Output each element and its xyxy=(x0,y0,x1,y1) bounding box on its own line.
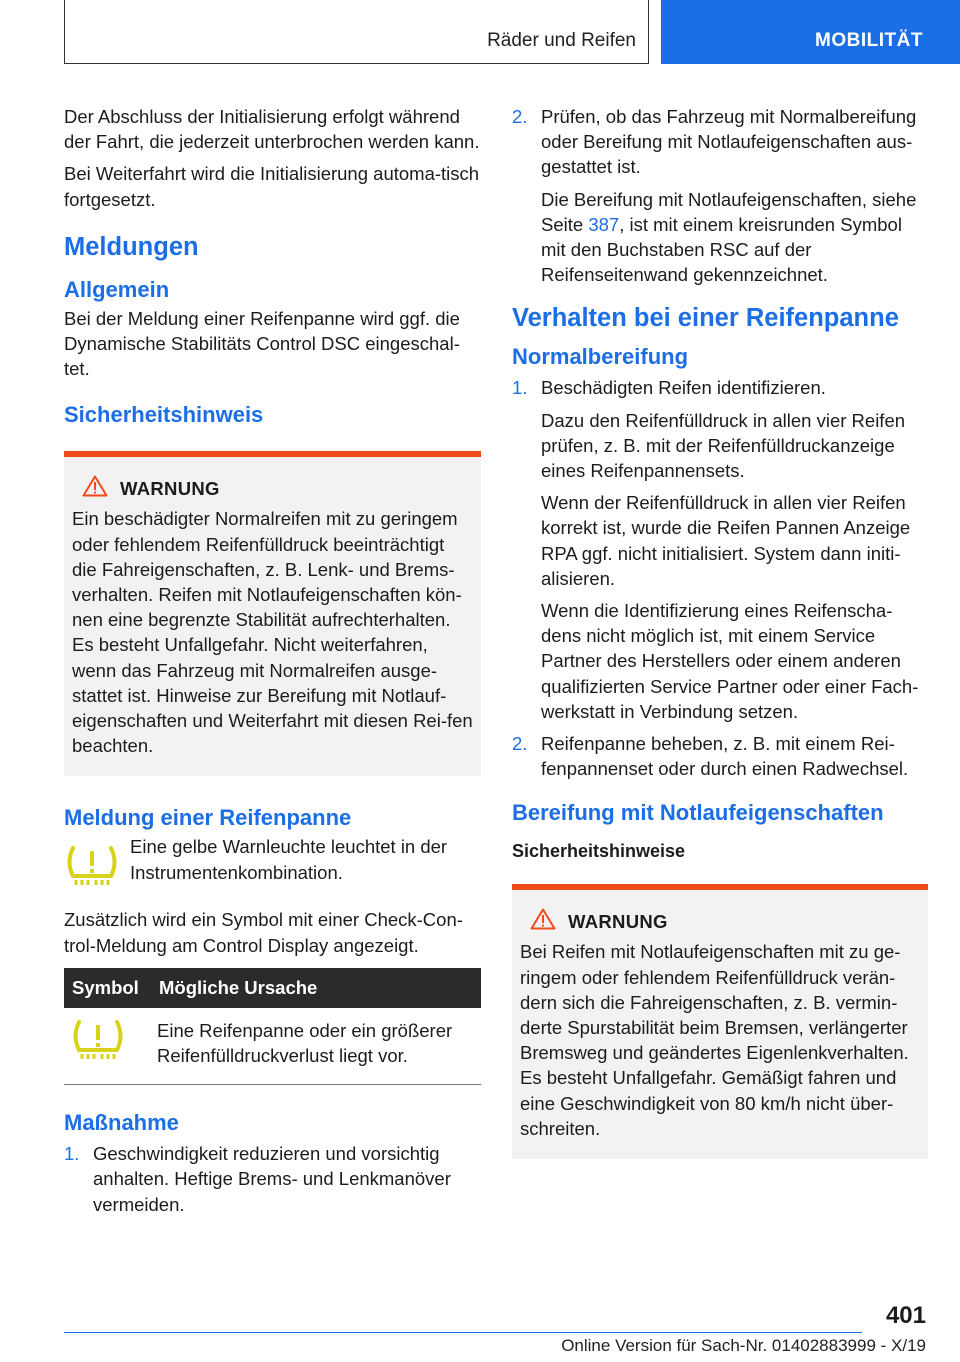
footer-divider xyxy=(64,1332,862,1333)
list-item xyxy=(64,1141,481,1217)
tire-pressure-warning-icon xyxy=(64,844,120,893)
warning-box xyxy=(512,884,928,1159)
warning-triangle-icon xyxy=(530,908,556,935)
table-cell-cause: Eine Reifenpanne oder ein größerer Reifenfülldruckverlust liegt vor. xyxy=(151,1008,481,1085)
warning-lamp-text: Eine gelbe Warnleuchte leuchtet in der Instrumentenkombination. xyxy=(130,836,448,883)
warning-title: WARNUNG xyxy=(568,910,668,932)
list-item-text: Geschwindigkeit reduzieren und vorsichtig anhalten. Heftige Brems- und Lenkmanöver vermeiden. xyxy=(93,1143,451,1215)
warning-header xyxy=(530,908,920,935)
heading-sicherheitshinweis: Sicherheitshinweis xyxy=(64,402,264,428)
left-column xyxy=(64,104,481,1224)
list-item-text: Reifenpanne beheben, z. B. mit einem Rei-fenpannenset oder durch einen Radwechsel. xyxy=(541,733,909,780)
check-list xyxy=(512,104,928,287)
page-reference-link[interactable]: 387 xyxy=(588,213,620,235)
massnahme-list xyxy=(64,1141,481,1217)
list-item-text: Beschädigten Reifen identifizieren. xyxy=(541,377,826,399)
check-control-text: Zusätzlich wird ein Symbol mit einer Check-Con-trol-Meldung am Control Display angezeigt. xyxy=(64,909,463,956)
list-item-number: 2. xyxy=(512,733,528,755)
list-item-number: 1. xyxy=(64,1143,80,1165)
heading-meldungen: Meldungen xyxy=(64,232,199,261)
list-item-number: 1. xyxy=(512,377,528,399)
allgemein-text: Bei der Meldung einer Reifenpanne wird ggf. die Dynamische Stabilitäts Control DSC eingeschal-tet. xyxy=(64,307,460,380)
warning-title: WARNUNG xyxy=(120,477,220,499)
section-title: MOBILITÄT xyxy=(815,30,923,51)
header-chapter-box xyxy=(64,0,649,64)
tire-pressure-warning-icon xyxy=(70,1045,126,1066)
list-item xyxy=(512,375,928,724)
list-item-subtext: Die Bereifung mit Notlaufeigenschaften, siehe Seite 387, ist mit einem kreisrunden Symbol mit den Buchstaben RSC auf der Reifenseitenwand gekennzeichnet. xyxy=(541,188,917,286)
list-item-text: Prüfen, ob das Fahrzeug mit Normalbereifung oder Bereifung mit Notlaufeigenschaften aus-gestattet ist. xyxy=(541,106,917,178)
right-column xyxy=(512,104,928,1159)
list-item-text: Wenn der Reifenfülldruck in allen vier Reifen korrekt ist, wurde die Reifen Pannen Anzeige RPA ggf. nicht initialisiert. System dann initi-alisieren. xyxy=(541,492,911,589)
heading-normalbereifung: Normalbereifung xyxy=(512,344,689,370)
page-number: 401 xyxy=(885,1302,926,1329)
warning-box xyxy=(64,451,481,776)
chapter-title: Räder und Reifen xyxy=(487,30,636,51)
table-header-cause: Mögliche Ursache xyxy=(151,968,481,1008)
heading-verhalten: Verhalten bei einer Reifenpanne xyxy=(512,304,899,333)
heading-massnahme: Maßnahme xyxy=(64,1110,179,1136)
intro-paragraph-2: Bei Weiterfahrt wird die Initialisierung automa-tisch fortgesetzt. xyxy=(64,163,480,210)
normal-steps-list xyxy=(512,375,928,781)
symbol-table xyxy=(64,968,481,1085)
warning-triangle-icon xyxy=(82,475,108,502)
list-item xyxy=(512,104,928,287)
header-section-box xyxy=(661,0,960,64)
heading-notlaufeigenschaften: Bereifung mit Notlaufeigenschaften xyxy=(512,800,884,826)
list-item xyxy=(512,731,928,781)
table-cell-symbol xyxy=(64,1008,151,1085)
list-item-number: 2. xyxy=(512,106,528,127)
footer-text: Online Version für Sach-Nr. 01402883999 - X/19 xyxy=(561,1336,926,1355)
intro-paragraph-1: Der Abschluss der Initialisierung erfolgt während der Fahrt, die jederzeit unterbrochen werden kann. xyxy=(64,106,480,153)
heading-allgemein: Allgemein xyxy=(64,276,170,302)
table-header-symbol: Symbol xyxy=(64,968,151,1008)
warning-text: Ein beschädigter Normalreifen mit zu geringem oder fehlendem Reifenfülldruck beeinträchtigt die Fahreigenschaften, z. B. Lenk- und Brems-verhalten. Reifen mit Notlaufeigenschaften kön-nen eine begrenzte Stabilität aufrechterhalten. Es besteht Unfallgefahr. Nicht weiterfahren, wenn das Fahrzeug mit Normalreifen ausge-stattet ist. Hinweise zur Bereifung mit Notlauf-eigenschaften und Weiterfahrt mit diesen Rei-fen beachten. xyxy=(72,508,473,757)
heading-meldung-reifenpanne: Meldung einer Reifenpanne xyxy=(64,805,352,831)
heading-sicherheitshinweise: Sicherheitshinweise xyxy=(512,841,686,862)
list-item-text: Wenn die Identifizierung eines Reifenscha-dens nicht möglich ist, mit einem Service Partner des Herstellers oder einem anderen qualifizierten Service Partner oder einer Fach-werkstatt in Verbindung setzen. xyxy=(541,600,919,722)
table-row xyxy=(64,1008,481,1085)
symbol-table-header xyxy=(64,968,481,1008)
warning-lamp-row xyxy=(64,834,481,893)
warning-header xyxy=(82,475,473,502)
list-item-text: Dazu den Reifenfülldruck in allen vier Reifen prüfen, z. B. mit der Reifenfülldruckanzeige eines Reifenpannensets. xyxy=(541,409,906,482)
warning-text: Bei Reifen mit Notlaufeigenschaften mit zu ge-ringem oder fehlendem Reifenfülldruck verän-dern sich die Fahreigenschaften, z. B. vermin-derte Spurstabilität beim Bremsen, verlängerter Bremsweg und geändertes Eigenlenkverhalten. Es besteht Unfallgefahr. Gemäßigt fahren und eine Geschwindigkeit von 80 km/h nicht über-schreiten. xyxy=(520,941,909,1139)
